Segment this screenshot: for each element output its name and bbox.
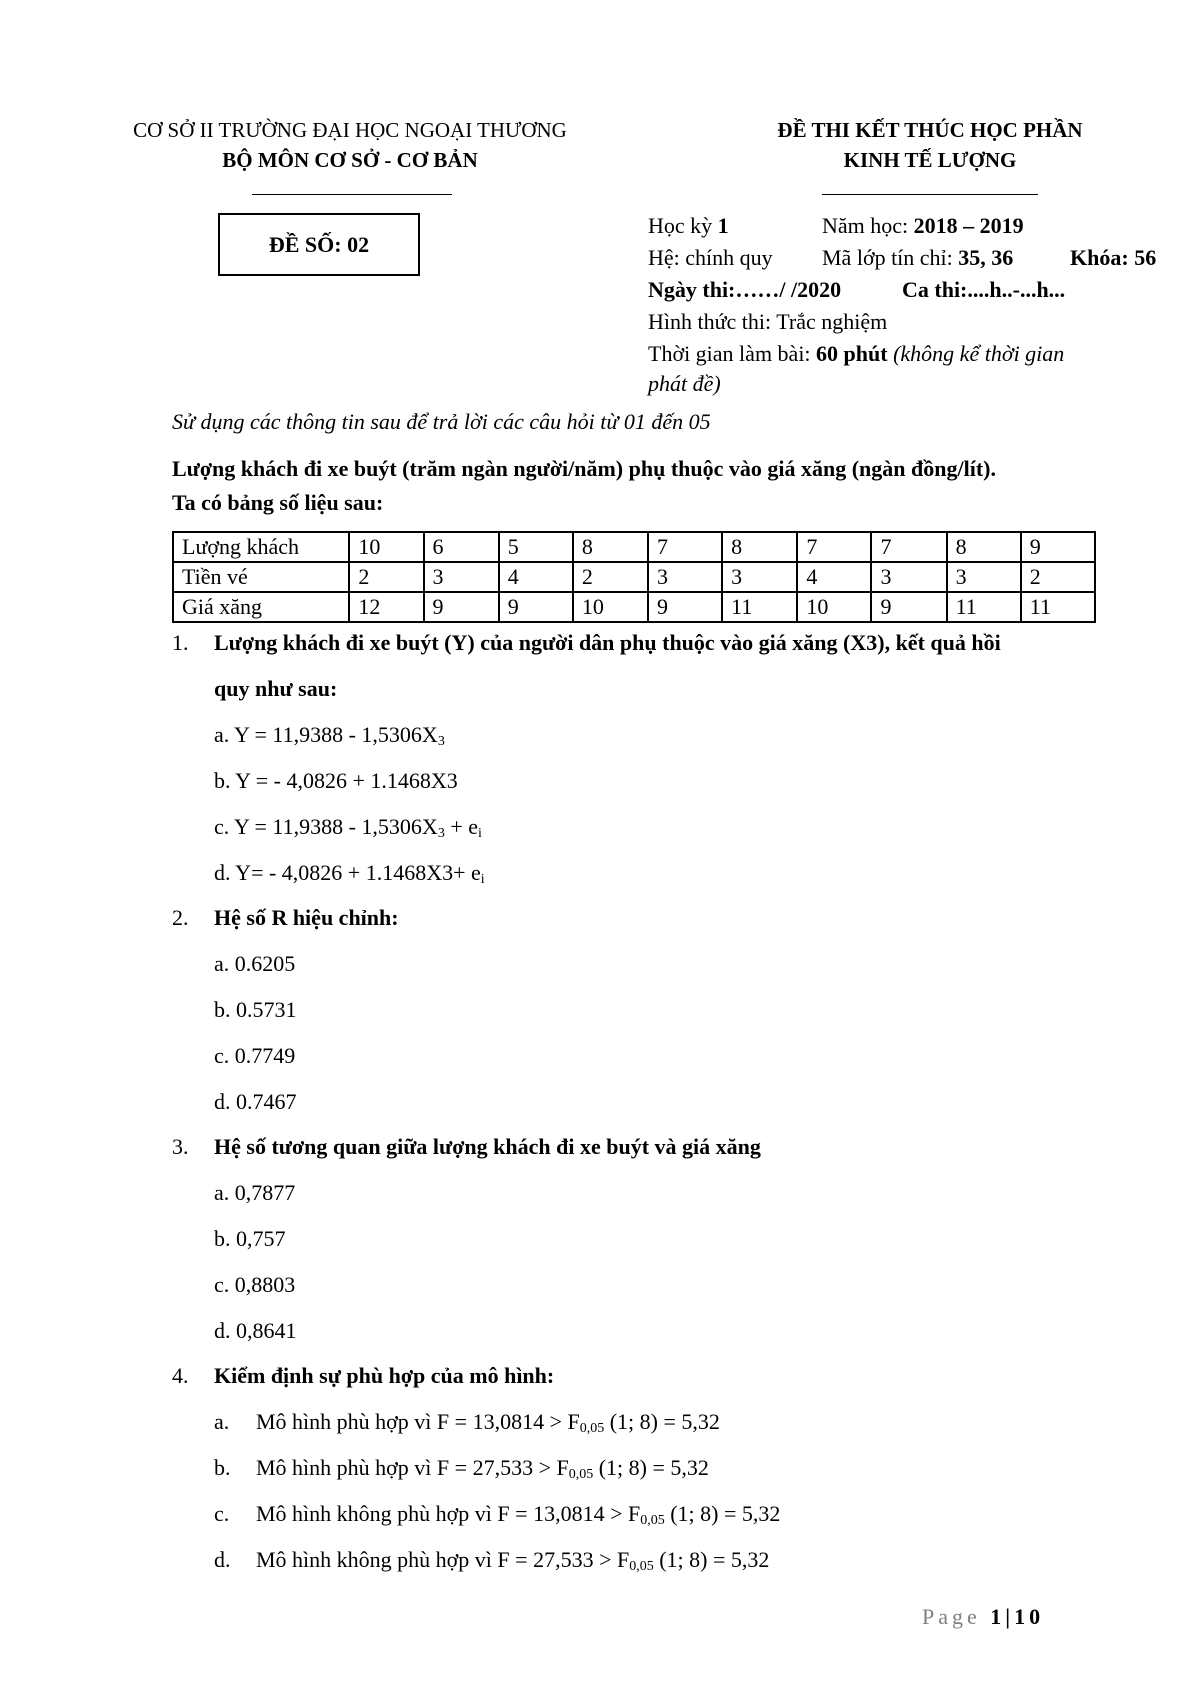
question-2 — [172, 905, 399, 931]
option-letter: a. — [214, 1409, 230, 1434]
class-label: Mã lớp tín chỉ: — [822, 245, 953, 270]
subscript: 3 — [437, 734, 445, 749]
option-text: (1; 8) = 5,32 — [604, 1409, 720, 1434]
subscript: i — [480, 872, 485, 887]
subscript: 0,05 — [579, 1421, 605, 1436]
row-label: Tiền vé — [173, 562, 349, 592]
option-text: a. Y = 11,9388 - 1,5306X — [214, 722, 438, 747]
question-number: 4. — [172, 1363, 189, 1388]
option-text: (1; 8) = 5,32 — [593, 1455, 709, 1480]
exam-session: Ca thi:....h..-...h... — [902, 277, 1066, 302]
q4-option-a[interactable] — [214, 1409, 720, 1437]
instruction: Sử dụng các thông tin sau để trả lời các câu hỏi từ 01 đến 05 — [172, 409, 711, 434]
data-table — [172, 531, 1096, 623]
question-text: Hệ số R hiệu chỉnh: — [214, 905, 399, 930]
time-note: (không kể thời gian — [893, 341, 1065, 366]
time-label: Thời gian làm bài: — [648, 341, 811, 366]
course-label: Khóa: — [1070, 245, 1129, 270]
table-cell: 7 — [648, 532, 722, 562]
table-row — [173, 532, 1095, 562]
form-value: Trắc nghiệm — [776, 309, 888, 334]
q1-option-b[interactable]: b. Y = - 4,0826 + 1.1468X3 — [214, 768, 458, 793]
system — [648, 245, 773, 271]
table-cell: 11 — [947, 592, 1021, 622]
date-value: /2020 — [791, 277, 842, 302]
question-text: Kiểm định sự phù hợp của mô hình: — [214, 1363, 555, 1388]
table-cell: 10 — [797, 592, 871, 622]
table-cell: 2 — [1021, 562, 1095, 592]
option-text: Mô hình không phù hợp vì F = 27,533 > F — [256, 1547, 630, 1572]
table-cell: 9 — [499, 592, 573, 622]
q1-option-d[interactable] — [214, 860, 485, 888]
row-label: Lượng khách — [173, 532, 349, 562]
option-text: (1; 8) = 5,32 — [653, 1547, 770, 1572]
option-text: d. Y= - 4,0826 + 1.1468X3+ e — [214, 860, 481, 885]
table-cell: 2 — [573, 562, 648, 592]
table-cell: 4 — [797, 562, 871, 592]
table-cell: 9 — [424, 592, 499, 622]
q3-option-a[interactable]: a. 0,7877 — [214, 1180, 296, 1205]
subscript: 0,05 — [629, 1559, 654, 1574]
q2-option-c[interactable]: c. 0.7749 — [214, 1043, 296, 1068]
q2-option-d[interactable]: d. 0.7467 — [214, 1089, 297, 1114]
table-cell: 9 — [1021, 532, 1095, 562]
table-cell: 9 — [648, 592, 722, 622]
form-label: Hình thức thi: — [648, 309, 772, 334]
time-value: 60 phút — [816, 341, 888, 366]
data-table-body — [173, 532, 1095, 622]
subject-title: KINH TẾ LƯỢNG — [843, 148, 1017, 172]
table-cell: 8 — [947, 532, 1021, 562]
course — [1070, 245, 1156, 271]
table-row — [173, 562, 1095, 592]
table-cell: 3 — [947, 562, 1021, 592]
semester — [648, 213, 729, 239]
exam-time — [648, 341, 1064, 367]
date-label: Ngày thi:……/ — [648, 277, 786, 302]
system-label: Hệ: — [648, 245, 680, 270]
q2-option-b[interactable]: b. 0.5731 — [214, 997, 297, 1022]
year-value: 2018 – 2019 — [913, 213, 1024, 238]
table-cell: 3 — [722, 562, 797, 592]
course-value: 56 — [1134, 245, 1157, 270]
table-cell: 4 — [499, 562, 573, 592]
table-cell: 3 — [424, 562, 499, 592]
question-1 — [172, 630, 1001, 656]
question-number: 3. — [172, 1134, 189, 1159]
table-cell: 7 — [871, 532, 946, 562]
question-number: 2. — [172, 905, 189, 930]
table-cell: 8 — [573, 532, 648, 562]
question-number: 1. — [172, 630, 189, 655]
question-text: Lượng khách đi xe buýt (Y) của người dân phụ thuộc vào giá xăng (X3), kết quả hồi — [214, 630, 1001, 655]
semester-value: 1 — [717, 213, 729, 238]
option-text: c. Y = 11,9388 - 1,5306X — [214, 814, 438, 839]
left-divider — [252, 194, 452, 195]
q3-option-d[interactable]: d. 0,8641 — [214, 1318, 297, 1343]
option-letter: b. — [214, 1455, 231, 1480]
table-cell: 8 — [722, 532, 797, 562]
q2-option-a[interactable]: a. 0.6205 — [214, 951, 296, 976]
table-cell: 7 — [797, 532, 871, 562]
option-text: + e — [444, 814, 478, 839]
q1-option-c[interactable] — [214, 814, 482, 842]
question-text: Hệ số tương quan giữa lượng khách đi xe buýt và giá xăng — [214, 1134, 761, 1159]
problem-description: Lượng khách đi xe buýt (trăm ngàn người/năm) phụ thuộc vào giá xăng (ngàn đồng/lít). — [172, 456, 996, 481]
page-number: 1 — [990, 1604, 1006, 1629]
table-cell: 11 — [1021, 592, 1095, 622]
time-note-cont: phát đề) — [648, 371, 721, 396]
table-row — [173, 592, 1095, 622]
option-letter: c. — [214, 1501, 230, 1526]
class-value: 35, 36 — [958, 245, 1014, 270]
table-cell: 9 — [871, 592, 946, 622]
exam-form — [648, 309, 887, 335]
table-cell: 2 — [349, 562, 423, 592]
q4-option-c[interactable] — [214, 1501, 780, 1529]
q4-option-d[interactable] — [214, 1547, 769, 1575]
table-cell: 12 — [349, 592, 423, 622]
q3-option-b[interactable]: b. 0,757 — [214, 1226, 286, 1251]
table-cell: 11 — [722, 592, 797, 622]
table-cell: 5 — [499, 532, 573, 562]
semester-label: Học kỳ — [648, 213, 713, 238]
page-separator: | — [1005, 1604, 1015, 1629]
right-divider — [822, 194, 1038, 195]
option-text: Mô hình phù hợp vì F = 27,533 > F — [256, 1455, 569, 1480]
exam-title: ĐỀ THI KẾT THÚC HỌC PHẦN — [777, 118, 1083, 142]
system-value: chính quy — [685, 245, 773, 270]
school-name: CƠ SỞ II TRƯỜNG ĐẠI HỌC NGOẠI THƯƠNG — [133, 118, 567, 142]
table-cell: 6 — [424, 532, 499, 562]
q1-option-a[interactable] — [214, 722, 445, 750]
subscript: 3 — [437, 826, 445, 841]
subscript: i — [478, 826, 482, 841]
table-cell: 3 — [871, 562, 946, 592]
class-code — [822, 245, 1013, 271]
table-cell: 10 — [349, 532, 423, 562]
table-cell: 3 — [648, 562, 722, 592]
option-text: Mô hình phù hợp vì F = 13,0814 > F — [256, 1409, 580, 1434]
exam-code-box — [218, 213, 420, 276]
table-cell: 10 — [573, 592, 648, 622]
page-word: Page — [922, 1604, 981, 1629]
option-text: Mô hình không phù hợp vì F = 13,0814 > F — [256, 1501, 641, 1526]
department-name: BỘ MÔN CƠ SỞ - CƠ BẢN — [222, 148, 478, 172]
row-label: Giá xăng — [173, 592, 349, 622]
problem-description-2: Ta có bảng số liệu sau: — [172, 490, 384, 515]
option-text: (1; 8) = 5,32 — [664, 1501, 781, 1526]
q3-option-c[interactable]: c. 0,8803 — [214, 1272, 296, 1297]
option-letter: d. — [214, 1547, 231, 1572]
question-4 — [172, 1363, 554, 1389]
page-total: 10 — [1014, 1604, 1045, 1629]
question-3 — [172, 1134, 761, 1160]
exam-date — [648, 277, 841, 303]
q4-option-b[interactable] — [214, 1455, 709, 1483]
question-1-cont: quy như sau: — [214, 676, 338, 701]
subscript: 0,05 — [640, 1513, 665, 1528]
school-year — [822, 213, 1024, 239]
year-label: Năm học: — [822, 213, 909, 238]
page-footer — [922, 1604, 1044, 1630]
exam-code: ĐỀ SỐ: 02 — [268, 231, 370, 257]
subscript: 0,05 — [568, 1467, 594, 1482]
